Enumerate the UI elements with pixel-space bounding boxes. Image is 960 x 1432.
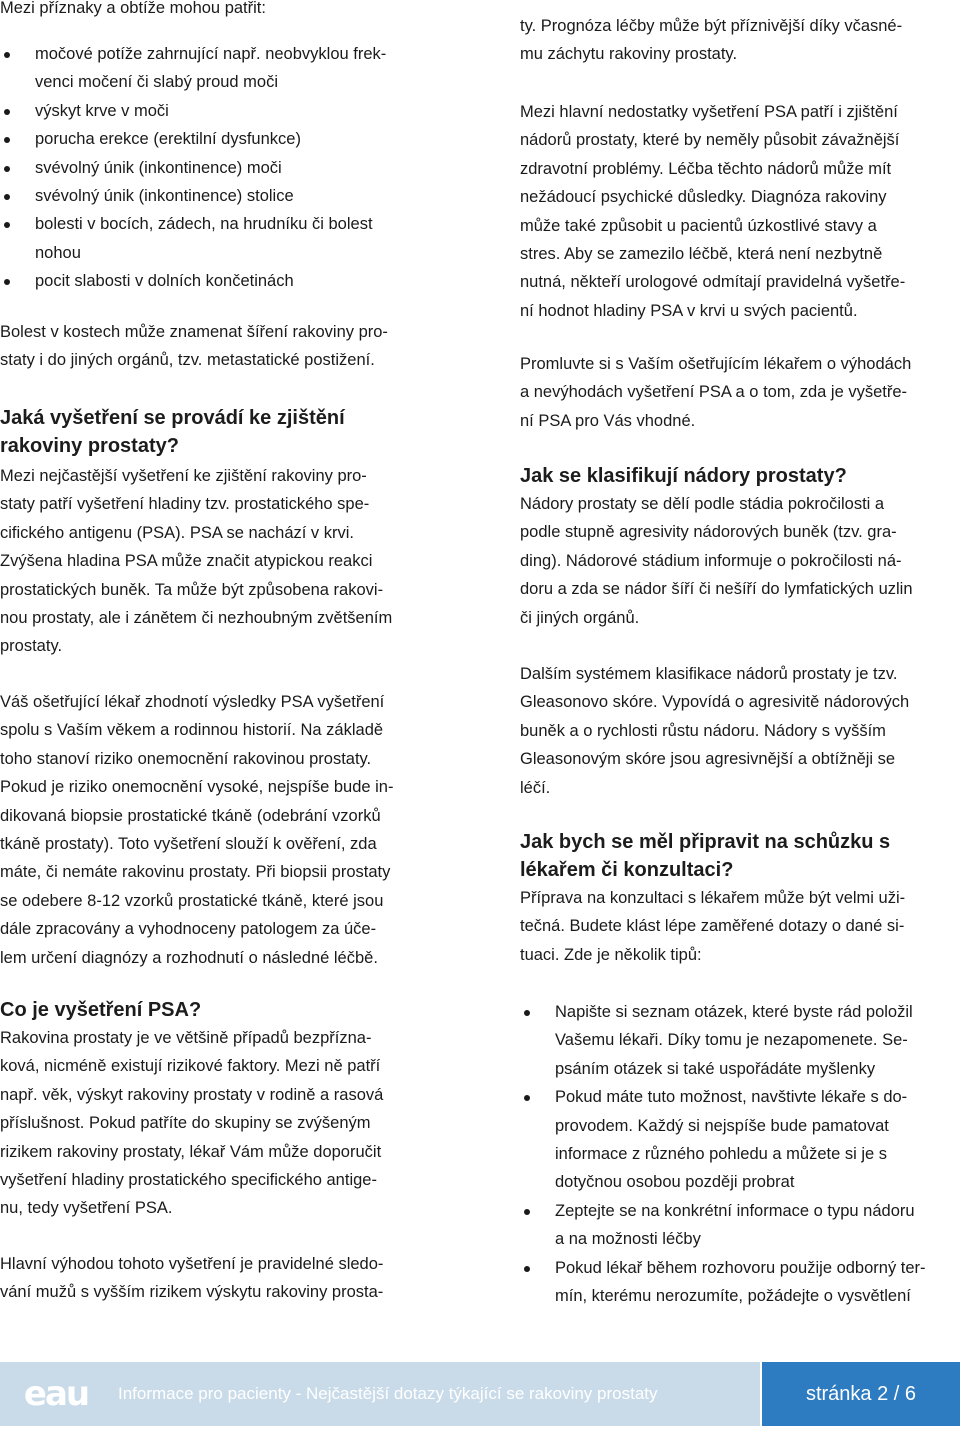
list-item-line: porucha erekce (erektilní dysfunkce) (35, 130, 301, 149)
tips-list (520, 998, 960, 1310)
text-line: Pokud je riziko onemocnění vysoké, nejspíše bude in- (0, 778, 394, 797)
heading-line: Jaká vyšetření se provádí ke zjištění (0, 407, 345, 429)
list-item-line: pocit slabosti v dolních končetinách (35, 272, 294, 291)
text-line: nežádoucí psychické důsledky. Diagnóza rakoviny (520, 188, 887, 207)
text-line: Dalším systémem klasifikace nádorů prostaty je tzv. (520, 665, 898, 683)
footer-title: Informace pro pacienty - Nejčastější dotazy týkající se rakoviny prostaty (118, 1384, 658, 1403)
symptoms-intro-text: Mezi příznaky a obtíže mohou patřit: (0, 0, 266, 17)
text-line: máte, či nemáte rakovinu prostaty. Při biopsii prostaty (0, 863, 391, 882)
psa-heading (0, 996, 440, 1024)
text-line: mu záchytu rakoviny prostaty. (520, 45, 738, 64)
text-line: ková, nicméně existují rizikové faktory. Mezi ně patří (0, 1057, 381, 1076)
text-line: Bolest v kostech může znamenat šíření rakoviny pro- (0, 323, 388, 341)
text-line: Zvýšena hladina PSA může značit atypickou reakci (0, 552, 373, 571)
exam-paragraph (0, 462, 440, 661)
bullet-icon (4, 194, 10, 200)
list-item-line: Pokud máte tuto možnost, navštivte lékaře s do- (555, 1088, 908, 1107)
list-item-line: Zeptejte se na konkrétní informace o typu nádoru (555, 1201, 915, 1220)
text-line: léčí. (520, 778, 551, 797)
list-item-line: Vašemu lékaři. Díky tomu je nezapomenete. Se- (555, 1031, 908, 1050)
heading-line: lékařem či konzultaci? (520, 859, 734, 881)
text-line: ty. Prognóza léčby může být příznivější díky včasné- (520, 17, 903, 35)
list-item-line: informace z různého pohledu a můžete si je s (555, 1145, 888, 1164)
list-item-line: Pokud lékař během rozhovoru použije odborný ter- (555, 1258, 926, 1277)
list-item-line: močové potíže zahrnující např. neobvyklou frek- (35, 45, 387, 63)
footer-bar (0, 1362, 760, 1426)
bullet-icon (4, 137, 10, 143)
list-item (520, 1254, 960, 1311)
text-line: ding). Nádorové stádium informuje o pokročilosti ná- (520, 551, 902, 570)
text-line: staty patří vyšetření hladiny tzv. prostatického spe- (0, 495, 370, 514)
list-item-line: psáním otázek si také uspořádáte myšlenky (555, 1059, 876, 1078)
list-item-line: provodem. Každý si nejspíše bude pamatovat (555, 1116, 889, 1135)
list-item (0, 267, 440, 295)
prep-paragraph (520, 884, 960, 969)
list-item-line: a na možnosti léčby (555, 1230, 701, 1249)
list-item-line: svévolný únik (inkontinence) stolice (35, 187, 294, 206)
bullet-icon (4, 279, 10, 285)
bullet-icon (524, 1209, 530, 1215)
list-item (0, 182, 440, 210)
talk-paragraph (520, 350, 960, 435)
text-line: nou prostaty, ale i zánětem či nezhoubným zvětšením (0, 609, 393, 628)
text-line: lem určení diagnózy a rozhodnutí o následné léčbě. (0, 948, 378, 967)
text-line: příslušnost. Pokud patříte do skupiny se zvýšeným (0, 1114, 371, 1133)
list-item-line: bolesti v bocích, zádech, na hrudníku či bolest (35, 215, 373, 234)
page-number: stránka 2 / 6 (762, 1362, 960, 1426)
prognosis-paragraph (520, 12, 960, 69)
prep-heading (520, 828, 960, 884)
text-line: vání mužů s vyšším rizikem výskytu rakoviny prosta- (0, 1283, 384, 1302)
list-item (0, 125, 440, 153)
list-item-line: venci močení či slabý proud moči (35, 73, 279, 92)
list-item-line: Napište si seznam otázek, které byste rád položil (555, 1003, 913, 1021)
text-line: např. věk, výskyt rakoviny prostaty v rodině a rasová (0, 1085, 384, 1104)
text-line: či jiných orgánů. (520, 608, 640, 627)
heading-line: Jak bych se měl připravit na schůzku s (520, 831, 891, 853)
text-line: prostaty. (0, 637, 63, 656)
text-line: spolu s Vaším věkem a rodinnou historií. Na základě (0, 721, 384, 740)
bullet-icon (524, 1095, 530, 1101)
gleason-paragraph (520, 660, 960, 802)
text-line: nádorů prostaty, které by neměly působit závažnější (520, 131, 900, 150)
text-line: podle stupně agresivity nádorových buněk (tzv. gra- (520, 523, 897, 542)
page-footer (0, 1362, 960, 1426)
bone-pain-paragraph (0, 318, 440, 375)
text-line: ní PSA pro Vás vhodné. (520, 411, 696, 430)
text-line: nutná, někteří urologové odmítají pravidelná vyšetře- (520, 273, 906, 292)
psa-paragraph (0, 1024, 440, 1223)
text-line: Promluvte si s Vaším ošetřujícím lékařem o výhodách (520, 355, 912, 373)
list-item-line: svévolný únik (inkontinence) moči (35, 158, 282, 177)
text-line: Mezi hlavní nedostatky vyšetření PSA patří i zjištění (520, 103, 898, 121)
text-line: vyšetření hladiny prostatického specifického antige- (0, 1171, 377, 1190)
text-line: ní hodnot hladiny PSA v krvi u svých pacientů. (520, 301, 858, 320)
text-line: staty i do jiných orgánů, tzv. metastatické postižení. (0, 351, 375, 370)
text-line: tuaci. Zde je několik tipů: (520, 945, 702, 964)
text-line: rizikem rakoviny prostaty, lékař Vám může doporučit (0, 1142, 382, 1161)
symptoms-list (0, 40, 440, 296)
list-item (0, 97, 440, 125)
list-item (520, 1197, 960, 1254)
list-item (0, 210, 440, 267)
exam-heading (0, 404, 440, 460)
text-line: se odebere 8-12 vzorků prostatické tkáně, které jsou (0, 891, 384, 910)
list-item (0, 40, 440, 97)
text-line: nu, tedy vyšetření PSA. (0, 1199, 173, 1218)
text-line: a nevýhodách vyšetření PSA a o tom, zda je vyšetře- (520, 383, 908, 402)
bullet-icon (4, 166, 10, 172)
classify-heading (520, 462, 960, 490)
list-item-line: výskyt krve v moči (35, 101, 169, 120)
text-line: tkáně prostaty). Toto vyšetření slouží k ověření, zda (0, 835, 377, 854)
text-line: může také způsobit u pacientů úzkostlivé stavy a (520, 216, 877, 235)
text-line: dále zpracovány a vyhodnoceny patologem za úče- (0, 920, 377, 939)
bullet-icon (4, 109, 10, 115)
text-line: prostatických buněk. Ta může být způsobena rakovi- (0, 580, 384, 599)
text-line: Nádory prostaty se dělí podle stádia pokročilosti a (520, 495, 885, 513)
text-line: toho stanoví riziko onemocnění rakovinou prostaty. (0, 749, 372, 768)
list-item (520, 1083, 960, 1197)
heading-line: Co je vyšetření PSA? (0, 999, 202, 1021)
list-item-line: nohou (35, 243, 81, 262)
eau-logo: eau (23, 1374, 89, 1414)
text-line: Gleasonovo skóre. Vypovídá o agresivitě nádorových (520, 693, 910, 712)
text-line: buněk a o rychlosti růstu nádoru. Nádory s vyšším (520, 721, 886, 740)
heading-line: rakoviny prostaty? (0, 435, 179, 457)
symptoms-intro (0, 0, 440, 22)
bullet-icon (524, 1266, 530, 1272)
text-line: cifického antigenu (PSA). PSA se nachází v krvi. (0, 523, 355, 542)
text-line: doru a zda se nádor šíří či nešíří do lymfatických uzlin (520, 580, 913, 599)
list-item-line: dotyčnou osobou později probrat (555, 1173, 795, 1192)
text-line: dikovaná biopsie prostatické tkáně (odebrání vzorků (0, 806, 381, 825)
classify-paragraph (520, 490, 960, 632)
text-line: Váš ošetřující lékař zhodnotí výsledky PSA vyšetření (0, 693, 385, 711)
list-item (520, 998, 960, 1083)
text-line: Rakovina prostaty je ve většině případů bezpříznа- (0, 1029, 372, 1047)
bullet-icon (524, 1010, 530, 1016)
text-line: Gleasonovým skóre jsou agresivnější a obtížněji se (520, 750, 896, 769)
text-line: Mezi nejčastější vyšetření ke zjištění rakoviny pro- (0, 467, 367, 485)
list-item (0, 154, 440, 182)
drawbacks-paragraph (520, 98, 960, 325)
list-item-line: mín, kterému nerozumíte, požádejte o vysvětlení (555, 1287, 911, 1306)
text-line: Příprava na konzultaci s lékařem může být velmi uži- (520, 889, 906, 907)
text-line: Hlavní výhodou tohoto vyšetření je pravidelné sledo- (0, 1255, 384, 1273)
advantage-paragraph (0, 1250, 440, 1307)
doctor-paragraph (0, 688, 440, 972)
text-line: stres. Aby se zamezilo léčbě, která není nezbytně (520, 245, 883, 264)
heading-line: Jak se klasifikují nádory prostaty? (520, 465, 847, 487)
text-line: zdravotní problémy. Léčba těchto nádorů může mít (520, 159, 892, 178)
text-line: tečná. Budete klást lépe zaměřené dotazy o dané si- (520, 917, 905, 936)
bullet-icon (4, 52, 10, 58)
bullet-icon (4, 222, 10, 228)
